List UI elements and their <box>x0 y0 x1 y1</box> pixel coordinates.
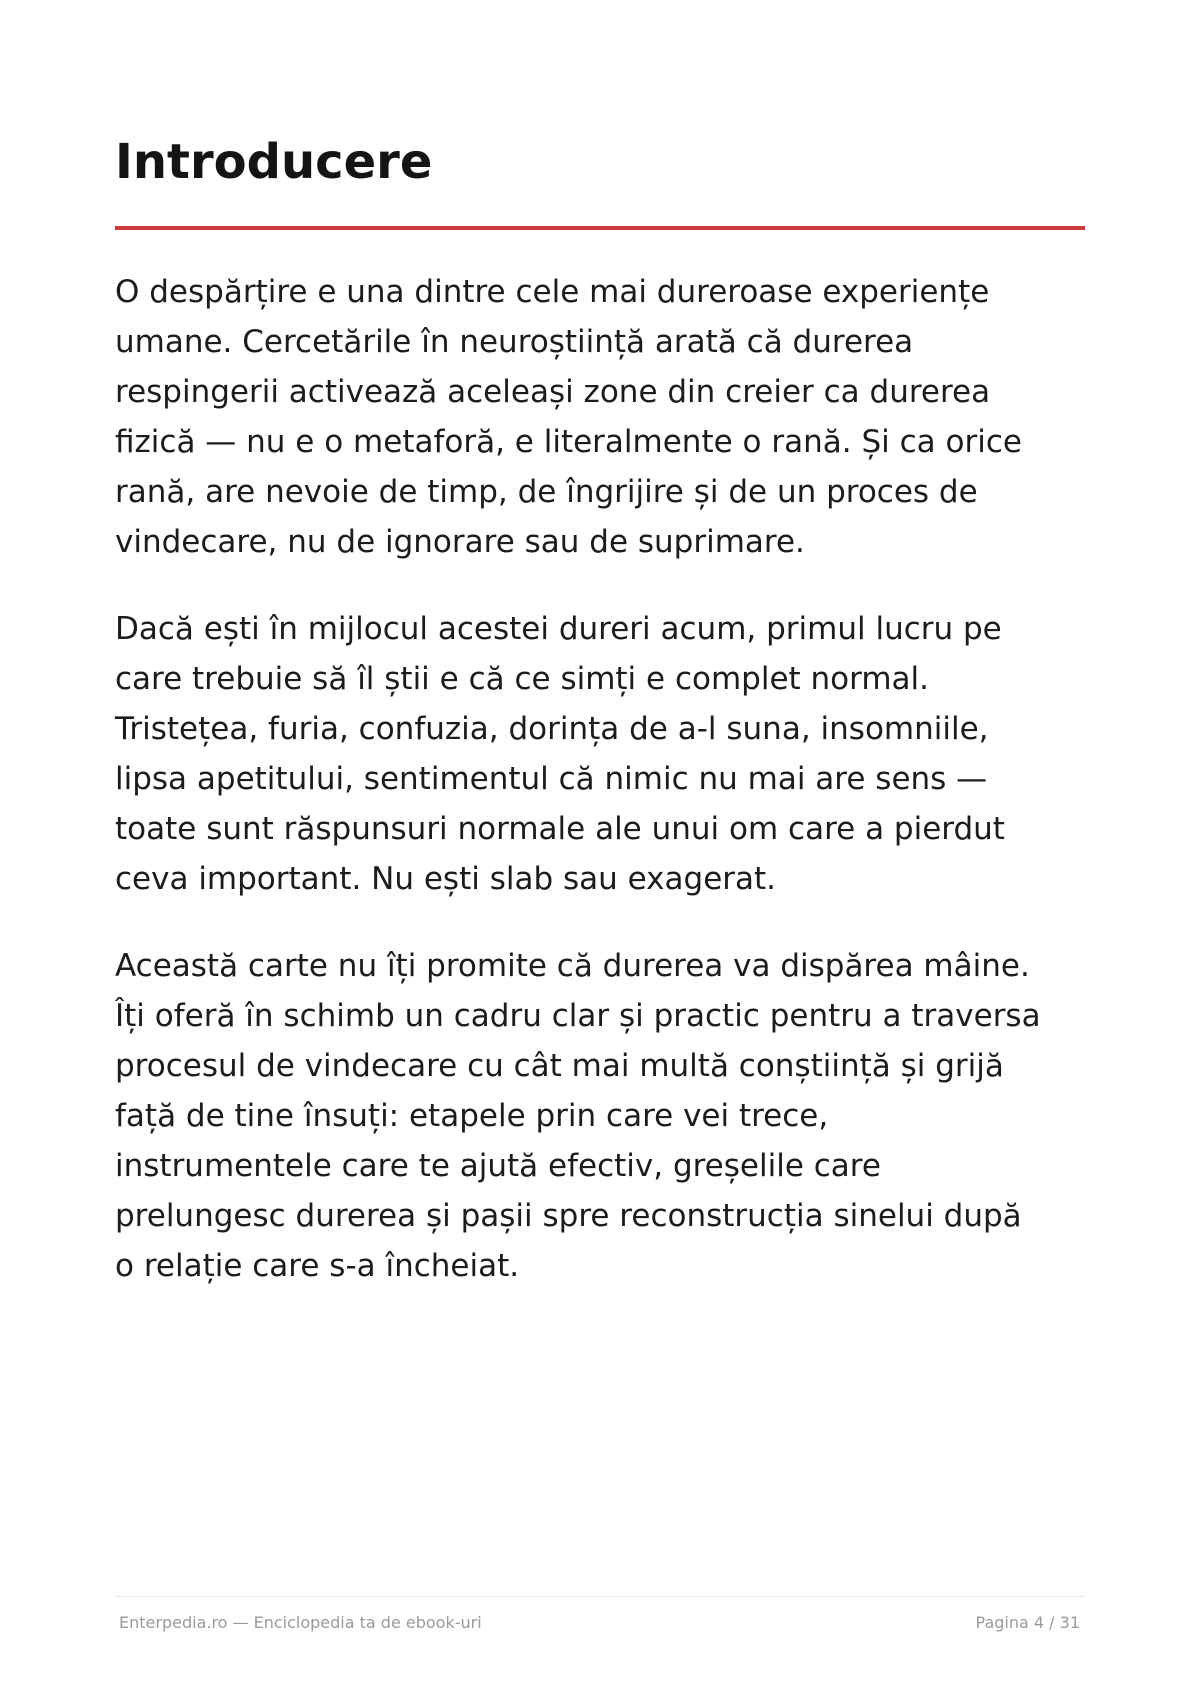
text-line: față de tine însuți: etapele prin care vei trece, <box>115 1098 829 1134</box>
text-line: rană, are nevoie de timp, de îngrijire și de un proces de <box>115 474 978 510</box>
text-line: vindecare, nu de ignorare sau de suprimare. <box>115 524 805 560</box>
chapter-title: Introducere <box>115 134 433 190</box>
text-line: Această carte nu îți promite că durerea va dispărea mâine. <box>115 948 1030 984</box>
page-number: Pagina 4 / 31 <box>975 1613 1080 1632</box>
text-line: toate sunt răspunsuri normale ale unui om care a pierdut <box>115 811 1005 847</box>
text-line: prelungesc durerea și pașii spre reconstrucția sinelui după <box>115 1198 1022 1234</box>
paragraph-2 <box>115 604 1085 904</box>
text-line: Dacă ești în mijlocul acestei dureri acum, primul lucru pe <box>115 611 1002 647</box>
chapter-body <box>115 267 1085 1328</box>
text-line: umane. Cercetările în neuroștiință arată că durerea <box>115 324 914 360</box>
title-divider <box>115 226 1085 230</box>
text-line: ceva important. Nu ești slab sau exagerat. <box>115 861 777 897</box>
text-line: o relație care s-a încheiat. <box>115 1248 520 1284</box>
footer-divider <box>115 1596 1085 1597</box>
text-line: care trebuie să îl știi e că ce simți e complet normal. <box>115 661 930 697</box>
text-line: respingerii activează aceleași zone din creier ca durerea <box>115 374 991 410</box>
text-line: fizică — nu e o metaforă, e literalmente o rană. Și ca orice <box>115 424 1022 460</box>
footer-site-name: Enterpedia.ro — Enciclopedia ta de ebook-uri <box>119 1613 482 1632</box>
paragraph-1 <box>115 267 1085 567</box>
text-line: instrumentele care te ajută efectiv, greșelile care <box>115 1148 881 1184</box>
paragraph-3 <box>115 941 1085 1291</box>
text-line: Îți oferă în schimb un cadru clar și practic pentru a traversa <box>115 998 1041 1034</box>
text-line: O despărțire e una dintre cele mai dureroase experiențe <box>115 274 990 310</box>
text-line: lipsa apetitului, sentimentul că nimic nu mai are sens — <box>115 761 988 797</box>
text-line: Tristețea, furia, confuzia, dorința de a-l suna, insomniile, <box>115 711 989 747</box>
text-line: procesul de vindecare cu cât mai multă conștiință și grijă <box>115 1048 1004 1084</box>
document-page <box>115 0 1085 1683</box>
